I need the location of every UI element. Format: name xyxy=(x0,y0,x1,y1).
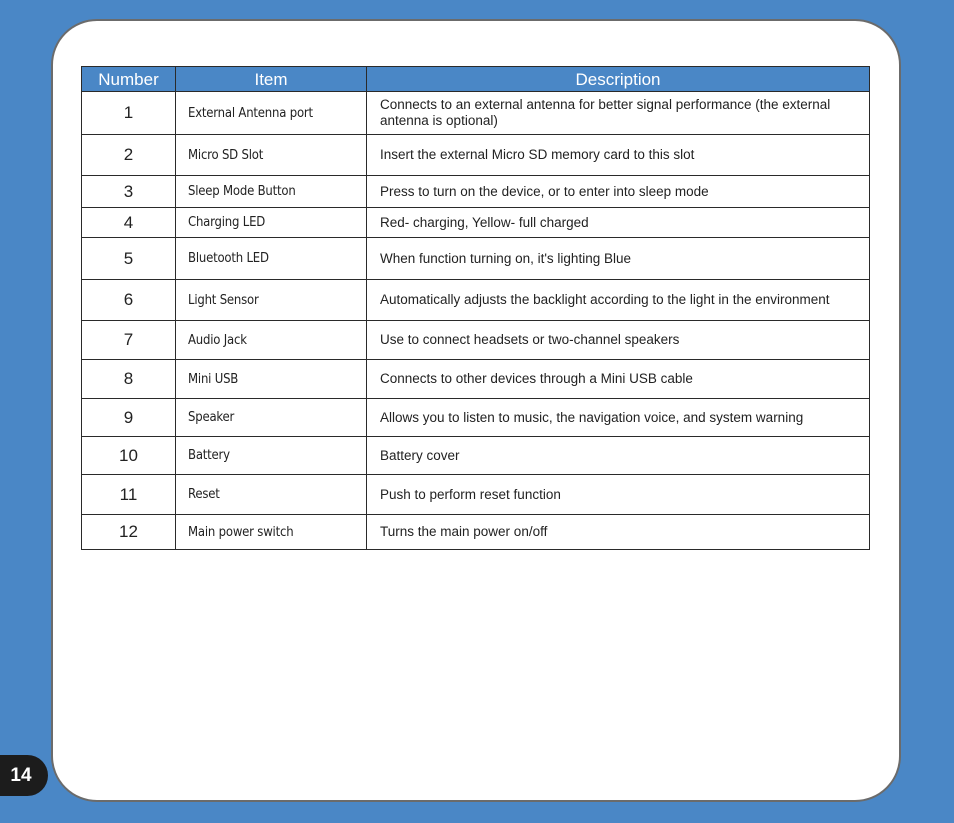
row-description: Push to perform reset function xyxy=(367,475,870,515)
row-number: 6 xyxy=(82,280,176,321)
table-row xyxy=(82,135,870,176)
row-number: 7 xyxy=(82,321,176,360)
row-item: Mini USB xyxy=(176,360,367,399)
row-description: Connects to other devices through a Mini USB cable xyxy=(367,360,870,399)
table-header-row xyxy=(82,67,870,92)
row-item: Battery xyxy=(176,437,367,475)
row-number: 12 xyxy=(82,515,176,550)
row-description: Turns the main power on/off xyxy=(367,515,870,550)
table-row xyxy=(82,238,870,280)
header-number: Number xyxy=(82,67,176,92)
row-item: Light Sensor xyxy=(176,280,367,321)
row-description: Battery cover xyxy=(367,437,870,475)
table-row xyxy=(82,176,870,208)
row-description: When function turning on, it's lighting Blue xyxy=(367,238,870,280)
row-number: 11 xyxy=(82,475,176,515)
row-number: 5 xyxy=(82,238,176,280)
header-item: Item xyxy=(176,67,367,92)
table-row xyxy=(82,360,870,399)
row-description: Automatically adjusts the backlight according to the light in the environment xyxy=(367,280,870,321)
row-item: Bluetooth LED xyxy=(176,238,367,280)
table-row xyxy=(82,208,870,238)
header-description: Description xyxy=(367,67,870,92)
row-description: Red- charging, Yellow- full charged xyxy=(367,208,870,238)
row-item: Sleep Mode Button xyxy=(176,176,367,208)
table-row xyxy=(82,321,870,360)
row-description: Insert the external Micro SD memory card to this slot xyxy=(367,135,870,176)
row-description: Allows you to listen to music, the navigation voice, and system warning xyxy=(367,399,870,437)
row-description: Press to turn on the device, or to enter into sleep mode xyxy=(367,176,870,208)
row-item: External Antenna port xyxy=(176,92,367,135)
row-number: 8 xyxy=(82,360,176,399)
row-item: Reset xyxy=(176,475,367,515)
row-number: 3 xyxy=(82,176,176,208)
row-item: Charging LED xyxy=(176,208,367,238)
table-row xyxy=(82,280,870,321)
table-row xyxy=(82,437,870,475)
row-item: Micro SD Slot xyxy=(176,135,367,176)
spec-table xyxy=(81,66,870,550)
row-number: 9 xyxy=(82,399,176,437)
row-description: Use to connect headsets or two-channel speakers xyxy=(367,321,870,360)
table-row xyxy=(82,475,870,515)
row-number: 10 xyxy=(82,437,176,475)
row-description: Connects to an external antenna for better signal performance (the external antenna is optional) xyxy=(367,92,870,135)
row-item: Main power switch xyxy=(176,515,367,550)
row-number: 4 xyxy=(82,208,176,238)
row-number: 1 xyxy=(82,92,176,135)
row-item: Audio Jack xyxy=(176,321,367,360)
table-row xyxy=(82,92,870,135)
table-row xyxy=(82,399,870,437)
page-number-badge: 14 xyxy=(0,755,48,796)
row-number: 2 xyxy=(82,135,176,176)
row-item: Speaker xyxy=(176,399,367,437)
table-row xyxy=(82,515,870,550)
